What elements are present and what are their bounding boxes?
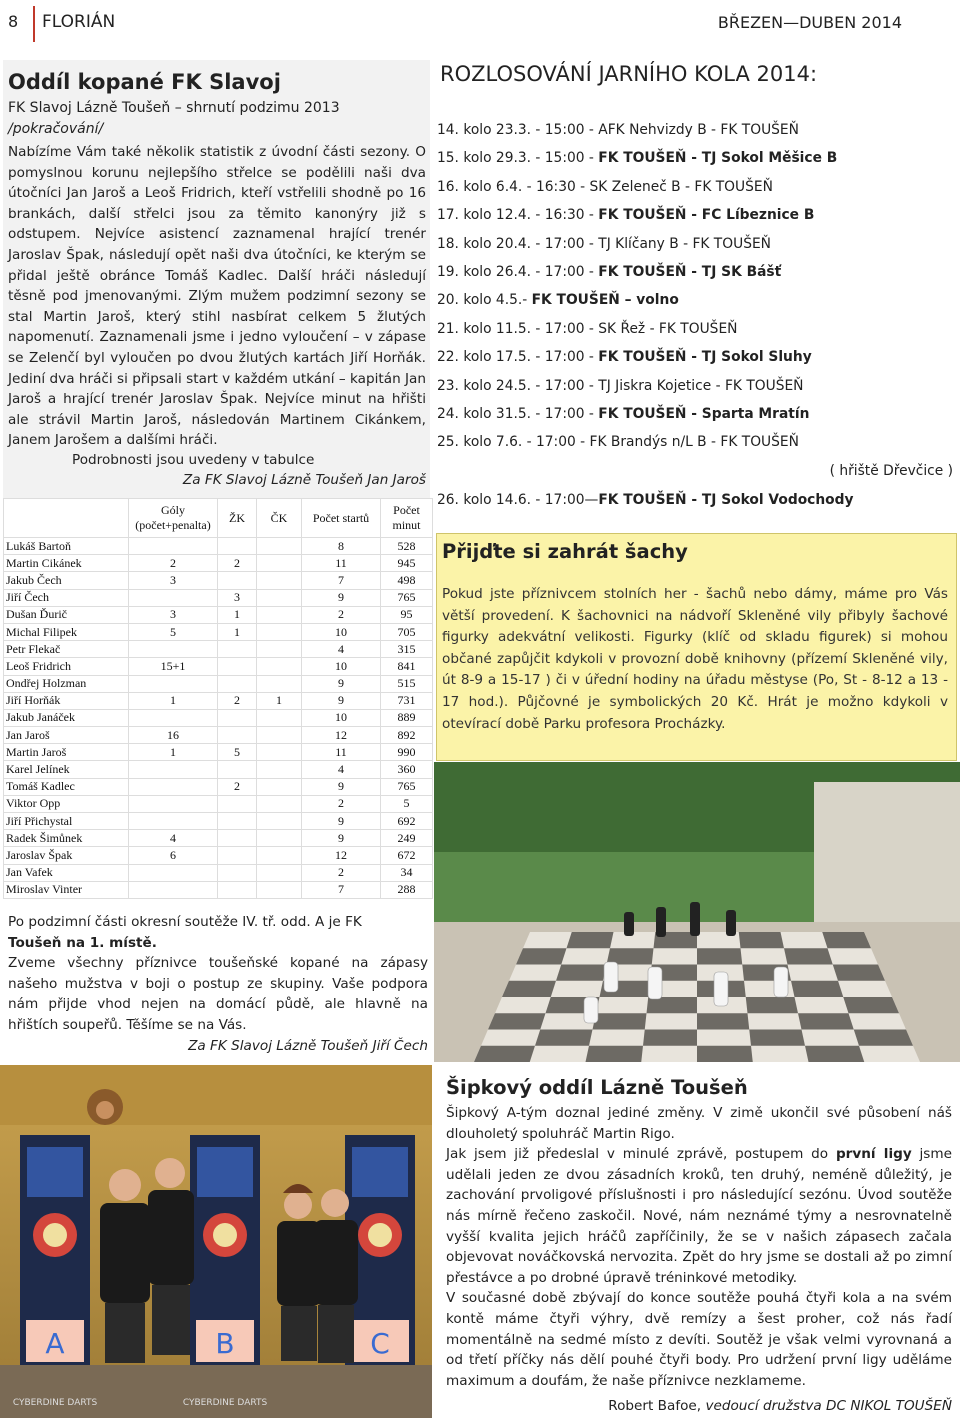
schedule-home-match: FK TOUŠEŇ - Sparta Mratín bbox=[598, 405, 810, 422]
schedule-home-match: FK TOUŠEŇ - TJ SK Bášť bbox=[598, 263, 782, 280]
plush-monkey bbox=[87, 1089, 123, 1125]
stat-cell bbox=[218, 641, 257, 658]
stat-cell: 2 bbox=[218, 555, 257, 572]
chess-body: Pokud jste příznivcem stolních her - šachů nebo dámy, máme pro Vás větší provedení. K šachovnici na nádvoří Skleněné vily přibyly šachové figurky adekvátní velikosti. Figurky (klíč od skladu figurek) si mohou občané zapůjčit kdykoli v provozní době knihovny (přízemí Skleněné vily, út 8-9 a 15-17 ) či v úřední hodiny na úřadu městyse (Po, St - 8-12 a 13 - 17 hod.). Půjčovné je symbolických 20 Kč. Hrát je možno kdykoli v otevírací době Parku profesora Procházky. bbox=[442, 586, 948, 732]
stat-cell: 315 bbox=[381, 641, 433, 658]
schedule-row-text: 14. kolo 23.3. - 15:00 - AFK Nehvizdy B - FK TOUŠEŇ bbox=[437, 122, 799, 138]
football-body bbox=[8, 142, 426, 451]
stat-cell: 672 bbox=[381, 847, 433, 864]
football-closing bbox=[8, 912, 428, 1056]
table-header-player bbox=[4, 499, 129, 538]
table-row bbox=[4, 555, 433, 572]
stat-cell bbox=[129, 675, 218, 692]
stat-cell bbox=[218, 761, 257, 778]
stat-cell: 9 bbox=[302, 692, 381, 709]
chess-square bbox=[784, 948, 833, 964]
chess-square bbox=[502, 981, 556, 997]
stat-cell bbox=[257, 813, 302, 830]
table-row bbox=[4, 606, 433, 623]
machine-brand-a: CYBERDINE DARTS bbox=[12, 1398, 98, 1408]
stat-cell: 10 bbox=[302, 658, 381, 675]
stat-cell: 1 bbox=[129, 744, 218, 761]
table-row bbox=[4, 778, 433, 795]
stat-cell: 889 bbox=[381, 709, 433, 726]
table-row bbox=[4, 709, 433, 726]
stat-cell: 288 bbox=[381, 881, 433, 898]
schedule-home-match: FK TOUŠEŇ - TJ Sokol Měšice B bbox=[598, 150, 838, 167]
stat-cell bbox=[257, 555, 302, 572]
chess-square bbox=[822, 932, 871, 948]
schedule-home-match: FK TOUŠEŇ – volno bbox=[531, 292, 679, 309]
stat-cell: 34 bbox=[381, 864, 433, 881]
stat-cell bbox=[257, 538, 302, 555]
table-row bbox=[4, 830, 433, 847]
schedule-row bbox=[437, 488, 957, 516]
schedule-row-text: 17. kolo 12.4. - 16:30 - bbox=[437, 207, 599, 224]
stat-cell bbox=[129, 778, 218, 795]
issue-date: BŘEZEN—DUBEN 2014 bbox=[717, 13, 902, 32]
header-divider bbox=[33, 6, 35, 42]
stat-cell: 1 bbox=[257, 692, 302, 709]
stat-cell: 9 bbox=[302, 813, 381, 830]
stat-cell: 95 bbox=[381, 606, 433, 623]
table-row bbox=[4, 589, 433, 606]
stat-cell: 10 bbox=[302, 709, 381, 726]
stat-cell bbox=[218, 881, 257, 898]
details-line: Podrobnosti jsou uvedeny v tabulce bbox=[72, 452, 315, 468]
stat-cell: 765 bbox=[381, 589, 433, 606]
player-name-cell: Leoš Fridrich bbox=[4, 658, 129, 675]
stat-cell: 10 bbox=[302, 623, 381, 640]
stat-cell: 731 bbox=[381, 692, 433, 709]
schedule-row-text: 23. kolo 24.5. - 17:00 - TJ Jiskra Kojetice - FK TOUŠEŇ bbox=[437, 377, 804, 394]
chess-square bbox=[593, 1013, 647, 1029]
player-name-cell: Michal Filipek bbox=[4, 623, 129, 640]
schedule-home-match: FK TOUŠEŇ - FC Líbeznice B bbox=[598, 207, 815, 224]
stat-cell bbox=[218, 813, 257, 830]
table-header-row bbox=[4, 499, 433, 538]
schedule-row-text: 18. kolo 20.4. - 17:00 - TJ Klíčany B - FK TOUŠEŇ bbox=[437, 235, 771, 252]
stat-cell bbox=[257, 761, 302, 778]
stat-cell bbox=[257, 641, 302, 658]
table-row bbox=[4, 572, 433, 589]
stat-cell: 16 bbox=[129, 727, 218, 744]
chess-square bbox=[488, 1013, 546, 1029]
schedule-venue-note: ( hřiště Dřevčice ) bbox=[829, 462, 953, 479]
player-name-cell: Jiří Horňák bbox=[4, 692, 129, 709]
darts-paragraph-3: V současné době zbývají do konce soutěže pouhá čtyři kola a na svém kontě máme čtyři výhry, dvě remízy a šest proher, což nás řadí momentálně na sedmé místo z devíti. Soutěž je však velmi vyrovnaná a od třetí příčky nás dělí pouhé čtyři body. Pro udržení první ligy uděláme maximum a doufám, že naše příznivce nezklameme. bbox=[446, 1290, 952, 1389]
darts-paragraph-1: Šipkový A-tým doznal jediné změny. V zimě ukončil své působení náš dlouholetý spoluhráč Martin Rigo. bbox=[446, 1105, 952, 1142]
schedule-home-match: FK TOUŠEŇ - TJ Sokol Sluhy bbox=[598, 349, 812, 366]
stat-cell: 12 bbox=[302, 847, 381, 864]
closing-standing: Toušeň na 1. místě. bbox=[8, 934, 157, 951]
table-row bbox=[4, 744, 433, 761]
chess-square bbox=[854, 1030, 913, 1046]
schedule-title: ROZLOSOVÁNÍ JARNÍHO KOLA 2014: bbox=[440, 62, 818, 86]
schedule-row bbox=[437, 430, 957, 458]
stat-cell bbox=[218, 538, 257, 555]
stat-cell: 3 bbox=[129, 606, 218, 623]
stat-cell bbox=[129, 641, 218, 658]
stat-cell: 498 bbox=[381, 572, 433, 589]
stat-cell: 9 bbox=[302, 778, 381, 795]
stat-cell: 5 bbox=[129, 623, 218, 640]
stat-cell bbox=[129, 813, 218, 830]
table-body bbox=[4, 538, 433, 899]
table-row bbox=[4, 813, 433, 830]
chess-square bbox=[586, 1046, 644, 1062]
schedule-row bbox=[437, 288, 957, 316]
chess-square bbox=[843, 997, 899, 1013]
darts-p2-start: Jak jsem již předeslal v minulé zprávě, postupem do bbox=[446, 1146, 836, 1163]
stat-cell: 11 bbox=[302, 744, 381, 761]
schedule-home-match: FK TOUŠEŇ - TJ Sokol Vodochody bbox=[598, 491, 854, 508]
stat-cell: 7 bbox=[302, 572, 381, 589]
player-name-cell: Petr Flekač bbox=[4, 641, 129, 658]
stat-cell: 249 bbox=[381, 830, 433, 847]
darts-signature bbox=[608, 1398, 952, 1414]
chess-square bbox=[556, 965, 607, 981]
stat-cell: 4 bbox=[129, 830, 218, 847]
stat-cell: 2 bbox=[129, 555, 218, 572]
stat-cell bbox=[129, 589, 218, 606]
schedule-row-text: 16. kolo 6.4. - 16:30 - SK Zeleneč B - FK TOUŠEŇ bbox=[437, 178, 773, 195]
stat-cell: 990 bbox=[381, 744, 433, 761]
player-name-cell: Jaroslav Špak bbox=[4, 847, 129, 864]
table-row bbox=[4, 623, 433, 640]
machine-brand-b: CYBERDINE DARTS bbox=[182, 1398, 268, 1408]
page-number: 8 bbox=[8, 12, 19, 31]
dart-machine-a bbox=[20, 1135, 90, 1365]
chess-board-photo bbox=[434, 762, 960, 1062]
stat-cell bbox=[129, 709, 218, 726]
schedule-row bbox=[437, 345, 957, 373]
player-name-cell: Ondřej Holzman bbox=[4, 675, 129, 692]
stat-cell: 9 bbox=[302, 675, 381, 692]
stat-cell bbox=[218, 675, 257, 692]
football-body-text: Nabízíme Vám také několik statistik z úvodní části sezony. O pomyslnou korunu nejlepšího střelce se podělili naši dva útočníci Jan Jaroš a Leoš Fridrich, kteří vstřelili shodně po 16 brankách, další střelci jsou za těmito kanonýry již s odstupem. Nejvíce asistencí zaznamenal hrající trenér Jaroslav Špak, následují opět naši dva útočníci, ke kterým se přidal ještě obránce Tomáš Kadlec. Další hráči následují těsně pod jmenovanými. Zlým mužem podzimní sezony se stal Martin Jaroš, který stihl nasbírat celkem 5 žlutých napomenutí. Zaznamenali jsme i jedno vyloučení – v zápase se Zelenčí byl vyloučen po dvou žlutých kartách Jiří Horňák. Jediní dva hráči si připsali start v každém utkání – kapitán Jan Jaroš a hrající trenér Jaroslav Špak. Nejvíce minut na hřišti ale strávil Martin Jaroš, následován Martinem Cikánkem, Janem Jarošem a dalšími hráči. bbox=[8, 144, 426, 449]
stat-cell bbox=[218, 795, 257, 812]
stat-cell: 12 bbox=[302, 727, 381, 744]
stat-cell: 5 bbox=[381, 795, 433, 812]
schedule-row-text: 20. kolo 4.5.- bbox=[437, 292, 532, 309]
player-name-cell: Jan Jaroš bbox=[4, 727, 129, 744]
table-row bbox=[4, 675, 433, 692]
stat-cell: 705 bbox=[381, 623, 433, 640]
stat-cell bbox=[257, 830, 302, 847]
stat-cell bbox=[129, 864, 218, 881]
schedule-row bbox=[437, 232, 957, 260]
schedule-row-text: 22. kolo 17.5. - 17:00 - bbox=[437, 349, 599, 366]
schedule-row bbox=[437, 317, 957, 345]
stat-cell bbox=[257, 709, 302, 726]
stat-cell bbox=[257, 744, 302, 761]
stat-cell: 4 bbox=[302, 641, 381, 658]
closing-signature: Za FK Slavoj Lázně Toušeň Jiří Čech bbox=[188, 1037, 428, 1054]
stat-cell: 1 bbox=[218, 606, 257, 623]
stat-cell: 3 bbox=[218, 589, 257, 606]
table-header-goals: Góly (počet+penalta) bbox=[129, 499, 218, 538]
schedule-row bbox=[437, 175, 957, 203]
darts-team-photo bbox=[0, 1065, 432, 1418]
football-details bbox=[8, 450, 426, 490]
player-name-cell: Jiří Čech bbox=[4, 589, 129, 606]
schedule-row-text: 15. kolo 29.3. - 15:00 - bbox=[437, 150, 599, 167]
stat-cell: 9 bbox=[302, 830, 381, 847]
table-row bbox=[4, 881, 433, 898]
stat-cell: 9 bbox=[302, 589, 381, 606]
table-header-yellow: ŽK bbox=[218, 499, 257, 538]
player-name-cell: Dušan Ďurič bbox=[4, 606, 129, 623]
table-row bbox=[4, 727, 433, 744]
stat-cell bbox=[218, 830, 257, 847]
football-continued: /pokračování/ bbox=[8, 121, 104, 137]
dart-machine-b bbox=[190, 1135, 260, 1365]
darts-p2-bold: první ligy bbox=[835, 1146, 912, 1163]
schedule-row bbox=[437, 203, 957, 231]
stat-cell: 2 bbox=[302, 864, 381, 881]
chess-square bbox=[516, 948, 567, 964]
chess-square bbox=[647, 997, 698, 1013]
darts-sign-name: Robert Bafoe, bbox=[608, 1398, 706, 1414]
player-name-cell: Martin Cikánek bbox=[4, 555, 129, 572]
stat-cell bbox=[129, 881, 218, 898]
stat-cell bbox=[218, 727, 257, 744]
stat-cell bbox=[257, 606, 302, 623]
machine-label-b: B bbox=[215, 1327, 235, 1360]
stat-cell bbox=[257, 675, 302, 692]
stat-cell bbox=[257, 727, 302, 744]
stat-cell bbox=[218, 709, 257, 726]
player-name-cell: Martin Jaroš bbox=[4, 744, 129, 761]
schedule-row bbox=[437, 118, 957, 146]
chess-square bbox=[805, 1046, 864, 1062]
darts-body bbox=[446, 1103, 952, 1391]
stat-cell: 8 bbox=[302, 538, 381, 555]
chess-square bbox=[833, 965, 885, 981]
player-name-cell: Viktor Opp bbox=[4, 795, 129, 812]
darts-title: Šipkový oddíl Lázně Toušeň bbox=[446, 1076, 748, 1099]
stat-cell: 5 bbox=[218, 744, 257, 761]
stat-cell bbox=[257, 778, 302, 795]
match-schedule bbox=[437, 118, 957, 516]
table-row bbox=[4, 538, 433, 555]
stat-cell: 2 bbox=[302, 795, 381, 812]
stat-cell: 528 bbox=[381, 538, 433, 555]
stat-cell: 841 bbox=[381, 658, 433, 675]
stat-cell: 3 bbox=[129, 572, 218, 589]
stat-cell: 1 bbox=[218, 623, 257, 640]
stat-cell bbox=[257, 623, 302, 640]
player-name-cell: Jan Vafek bbox=[4, 864, 129, 881]
player-name-cell: Karel Jelínek bbox=[4, 761, 129, 778]
darts-p2-end: jsme udělali jeden ze dvou zásadních kroků, ten druhý, neméně důležitý, je zachování prvoligové příslušnosti i pro následující sezónu. Úvod soutěže nás mírně řečeno zaskočil. Nové, nám neznámé týmy a nesrovnatelně vyšší kvalita jejich hráčů zapříčinily, že se v našich zápasech začala objevovat nováčkovská nervozita. Zpět do hry jsme se dostali až po zimní přestávce a po drobné úpravě tréninkové metodiky. bbox=[446, 1146, 952, 1286]
chess-square bbox=[739, 932, 784, 948]
player-name-cell: Lukáš Bartoň bbox=[4, 538, 129, 555]
stat-cell bbox=[129, 795, 218, 812]
schedule-row-text: 26. kolo 14.6. - 17:00— bbox=[437, 491, 599, 508]
stat-cell: 2 bbox=[218, 692, 257, 709]
football-subtitle: FK Slavoj Lázně Toušeň – shrnutí podzimu 2013 bbox=[8, 100, 340, 116]
schedule-row-text: 24. kolo 31.5. - 17:00 - bbox=[437, 405, 599, 422]
stat-cell: 892 bbox=[381, 727, 433, 744]
chess-square bbox=[643, 1030, 697, 1046]
stat-cell: 515 bbox=[381, 675, 433, 692]
machine-label-a: A bbox=[45, 1327, 65, 1360]
schedule-row bbox=[437, 402, 957, 430]
schedule-row bbox=[437, 374, 957, 402]
chess-square bbox=[697, 1046, 753, 1062]
stat-cell bbox=[257, 864, 302, 881]
stat-cell: 360 bbox=[381, 761, 433, 778]
table-row bbox=[4, 864, 433, 881]
schedule-row bbox=[437, 260, 957, 288]
stat-cell: 945 bbox=[381, 555, 433, 572]
chess-square bbox=[798, 1013, 854, 1029]
stat-cell bbox=[129, 761, 218, 778]
schedule-row-text: 25. kolo 7.6. - 17:00 - FK Brandýs n/L B - FK TOUŠEŇ bbox=[437, 434, 799, 451]
stat-cell: 7 bbox=[302, 881, 381, 898]
stat-cell: 2 bbox=[218, 778, 257, 795]
stat-cell: 6 bbox=[129, 847, 218, 864]
player-name-cell: Radek Šimůnek bbox=[4, 830, 129, 847]
stat-cell: 11 bbox=[302, 555, 381, 572]
stat-cell bbox=[257, 881, 302, 898]
stat-cell bbox=[218, 847, 257, 864]
darts-paragraph-2 bbox=[446, 1144, 952, 1288]
darts-sign-role: vedoucí družstva DC NIKOL TOUŠEŇ bbox=[705, 1398, 952, 1414]
stat-cell bbox=[218, 864, 257, 881]
stat-cell: 765 bbox=[381, 778, 433, 795]
table-row bbox=[4, 795, 433, 812]
player-name-cell: Tomáš Kadlec bbox=[4, 778, 129, 795]
schedule-row bbox=[437, 146, 957, 174]
stat-cell bbox=[257, 572, 302, 589]
chess-square bbox=[791, 981, 843, 997]
chess-square bbox=[474, 1046, 535, 1062]
table-row bbox=[4, 847, 433, 864]
chess-square bbox=[746, 997, 798, 1013]
table-header-red: ČK bbox=[257, 499, 302, 538]
stat-cell bbox=[129, 538, 218, 555]
schedule-row-text: 21. kolo 11.5. - 17:00 - SK Řež - FK TOUŠEŇ bbox=[437, 320, 738, 337]
table-header-starts: Počet startů bbox=[302, 499, 381, 538]
table-header-minutes: Počet minut bbox=[381, 499, 433, 538]
stat-cell: 1 bbox=[129, 692, 218, 709]
table-row bbox=[4, 761, 433, 778]
chess-square bbox=[697, 948, 742, 964]
stat-cell bbox=[257, 795, 302, 812]
stat-cell: 15+1 bbox=[129, 658, 218, 675]
closing-intro: Po podzimní části okresní soutěže IV. tř. odd. A je FK bbox=[8, 914, 362, 930]
football-title: Oddíl kopané FK Slavoj bbox=[8, 70, 281, 94]
chess-square bbox=[697, 1013, 749, 1029]
stat-cell bbox=[257, 658, 302, 675]
chess-square bbox=[535, 1030, 593, 1046]
table-row bbox=[4, 641, 433, 658]
football-signature: Za FK Slavoj Lázně Toušeň Jan Jaroš bbox=[182, 472, 426, 488]
machine-label-c: C bbox=[370, 1327, 390, 1360]
chess-title: Přijďte si zahrát šachy bbox=[442, 540, 688, 563]
table-row bbox=[4, 692, 433, 709]
section-name: FLORIÁN bbox=[42, 12, 116, 32]
stat-cell: 692 bbox=[381, 813, 433, 830]
stat-cell: 2 bbox=[302, 606, 381, 623]
stat-cell bbox=[218, 572, 257, 589]
player-name-cell: Miroslav Vinter bbox=[4, 881, 129, 898]
stat-cell bbox=[257, 589, 302, 606]
schedule-row-text: 19. kolo 26.4. - 17:00 - bbox=[437, 263, 599, 280]
closing-body: Zveme všechny příznivce toušeňské kopané na zápasy našeho mužstva v boji o postup ze skupiny. Vaše podpora nám přijde vhod nejen na domácí půdě, ale hlavně na hřištích soupeřů. Těšíme se na Vás. bbox=[8, 955, 428, 1033]
stat-cell bbox=[218, 658, 257, 675]
player-name-cell: Jiří Přichystal bbox=[4, 813, 129, 830]
player-name-cell: Jakub Čech bbox=[4, 572, 129, 589]
page-header bbox=[0, 0, 960, 46]
stat-cell: 4 bbox=[302, 761, 381, 778]
chess-square bbox=[749, 1030, 805, 1046]
chess-square bbox=[567, 932, 614, 948]
player-stats-table bbox=[3, 498, 433, 899]
table-row bbox=[4, 658, 433, 675]
stat-cell bbox=[257, 847, 302, 864]
player-name-cell: Jakub Janáček bbox=[4, 709, 129, 726]
